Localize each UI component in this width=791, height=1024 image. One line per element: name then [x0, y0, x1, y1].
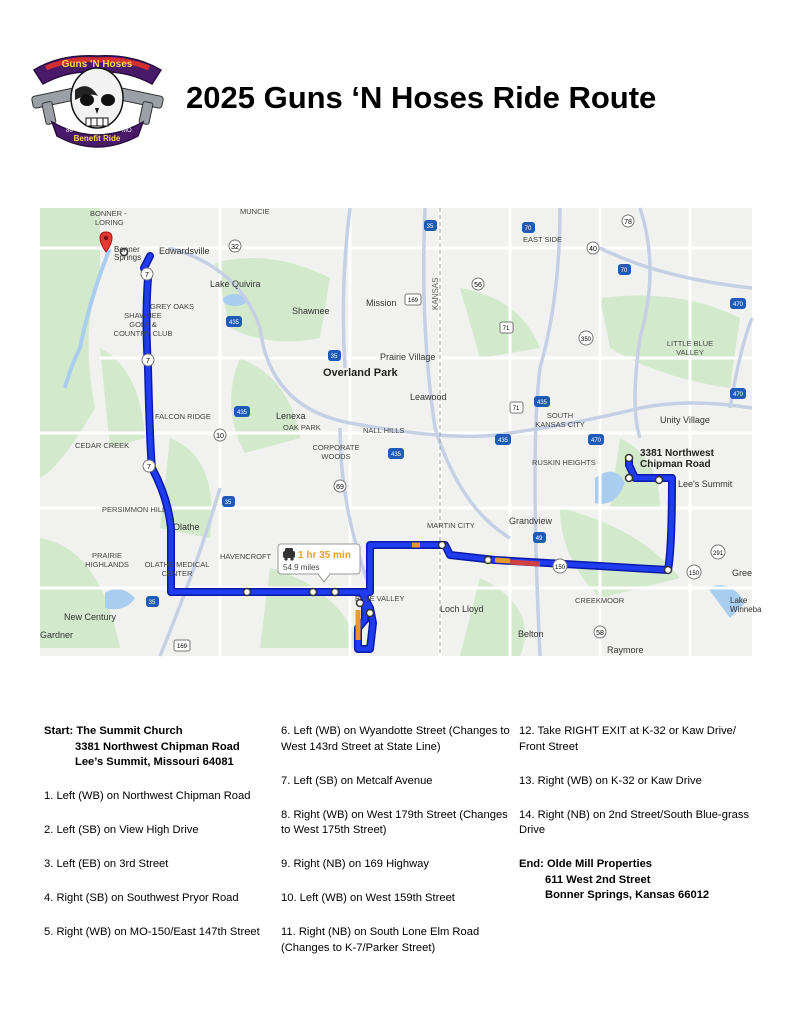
label-lake-quivira: Lake Quivira [210, 279, 261, 289]
svg-text:40: 40 [589, 246, 597, 253]
step-11: 11. Right (NB) on South Lone Elm Road (Changes to K-7/Parker Street) [281, 926, 480, 954]
shield-435e [495, 434, 511, 445]
svg-text:35: 35 [224, 500, 232, 506]
step-14: 14. Right (NB) on 2nd Street/South Blue-grass Drive [519, 808, 750, 836]
shield-150b [687, 565, 701, 579]
shield-70b [618, 264, 631, 275]
step-13: 13. Right (WB) on K-32 or Kaw Drive [519, 774, 702, 787]
label-leawood: Leawood [410, 392, 447, 402]
step-3: 3. Left (EB) on 3rd Street [44, 857, 169, 870]
svg-text:35: 35 [426, 224, 434, 230]
svg-text:32: 32 [231, 244, 239, 251]
end-address-line2: Bonner Springs, Kansas 66012 [545, 889, 710, 901]
label-martin-city: MARTIN CITY [427, 521, 475, 530]
shield-470b [730, 388, 746, 399]
label-cedar-creek: CEDAR CREEK [75, 441, 130, 450]
shield-291 [711, 545, 725, 559]
shield-470c [588, 434, 604, 445]
svg-text:435: 435 [228, 320, 240, 326]
svg-text:58: 58 [596, 630, 604, 637]
svg-text:169: 169 [407, 298, 419, 304]
start-address-line1: 3381 Northwest Chipman Road [75, 740, 240, 753]
step-4: 4. Right (SB) on Southwest Pryor Road [44, 891, 239, 904]
shield-78 [622, 215, 634, 227]
label-kansas: KANSAS [431, 277, 440, 310]
step-6: 6. Left (WB) on Wyandotte Street (Changes to West 143rd Street at State Line) [281, 725, 510, 753]
shield-10 [214, 429, 226, 441]
shield-150a [553, 559, 567, 573]
directions-column-1 [44, 724, 274, 959]
shield-69 [334, 480, 346, 492]
guns-n-hoses-logo [30, 40, 165, 150]
shield-435b [234, 406, 250, 417]
label-lake-winnebago: Lake Winneba [730, 596, 762, 614]
label-corporate-woods: CORPORATE WOODS [312, 443, 360, 461]
label-unity-village: Unity Village [660, 415, 710, 425]
svg-text:49: 49 [535, 536, 543, 542]
label-grey-oaks: GREY OAKS [150, 302, 195, 311]
label-new-century: New Century [64, 612, 117, 622]
shield-435a [226, 316, 242, 327]
label-ruskin-heights: RUSKIN HEIGHTS [532, 458, 596, 467]
shield-35d [146, 596, 159, 607]
label-raymore: Raymore [607, 645, 644, 655]
label-gardner: Gardner [40, 630, 74, 640]
step-2: 2. Left (SB) on View High Drive [44, 823, 199, 836]
svg-text:435: 435 [497, 438, 509, 444]
shield-58 [594, 626, 606, 638]
directions-column-2 [281, 724, 513, 975]
end-label: End: Olde Mill Properties [519, 858, 653, 870]
svg-text:71: 71 [512, 406, 520, 412]
label-destination: 3381 Northwest Chipman Road [640, 448, 714, 470]
shield-169 [405, 294, 421, 305]
step-9: 9. Right (NB) on 169 Highway [281, 858, 429, 870]
label-mission: Mission [366, 298, 397, 308]
shield-435d [534, 396, 550, 407]
svg-text:291: 291 [712, 551, 724, 557]
label-south-kc: SOUTH KANSAS CITY [535, 411, 585, 429]
svg-text:7: 7 [147, 464, 151, 471]
svg-text:7: 7 [145, 272, 149, 279]
route-map [40, 207, 762, 656]
svg-text:169: 169 [176, 644, 188, 650]
start-label: Start: The Summit Church [44, 725, 183, 737]
shield-70a [522, 222, 535, 233]
label-bonner-loring: BONNER -LORING [90, 209, 127, 227]
label-olathe: Olathe [173, 522, 200, 532]
step-10: 10. Left (WB) on West 159th Street [281, 892, 455, 904]
label-falcon-ridge: FALCON RIDGE [155, 412, 211, 421]
svg-text:150: 150 [688, 571, 700, 577]
shield-35a [328, 350, 341, 361]
label-bonner-springs: Bonner Springs [114, 245, 142, 262]
label-persimmon-hill: PERSIMMON HILL [102, 505, 167, 514]
label-little-blue-valley: LITTLE BLUE VALLEY [666, 339, 714, 357]
svg-text:470: 470 [590, 438, 602, 444]
shield-40 [587, 242, 599, 254]
directions-column-3 [519, 724, 751, 904]
label-blue-valley: BLUE VALLEY [355, 594, 405, 603]
route-time: 1 hr 35 min [298, 550, 351, 561]
shield-71b [510, 402, 523, 413]
shield-435c [388, 448, 404, 459]
label-grandview: Grandview [509, 516, 553, 526]
logo-top-text: Guns 'N Hoses [61, 59, 133, 70]
shield-470a [730, 298, 746, 309]
shield-56 [472, 278, 484, 290]
shield-7b [142, 354, 154, 366]
svg-text:10: 10 [216, 433, 224, 440]
shield-169b [174, 640, 190, 651]
step-1: 1. Left (WB) on Northwest Chipman Road [44, 789, 251, 802]
svg-text:78: 78 [624, 219, 632, 226]
svg-text:71: 71 [502, 326, 510, 332]
label-loch-lloyd: Loch Lloyd [440, 604, 484, 614]
label-olathe-medical: OLATHE MEDICAL CENTER [144, 560, 210, 578]
logo-right-num: MO [122, 128, 132, 134]
label-muncie: MUNCIE [240, 207, 270, 216]
svg-text:435: 435 [536, 400, 548, 406]
svg-text:35: 35 [330, 354, 338, 360]
svg-text:435: 435 [390, 452, 402, 458]
route-distance: 54.9 miles [283, 563, 320, 572]
svg-text:150: 150 [554, 565, 566, 571]
start-address-line2: Lee’s Summit, Missouri 64081 [75, 756, 234, 768]
label-lees-summit: Lee's Summit [678, 479, 733, 489]
svg-text:56: 56 [474, 282, 482, 289]
shield-49 [533, 532, 546, 543]
svg-text:470: 470 [732, 392, 744, 398]
logo-bottom-text: Benefit Ride [73, 134, 121, 143]
shield-350 [579, 331, 593, 345]
svg-text:70: 70 [524, 226, 532, 232]
label-belton: Belton [518, 629, 544, 639]
label-nall-hills: NALL HILLS [363, 426, 405, 435]
svg-text:435: 435 [236, 410, 248, 416]
page-title: 2025 Guns ‘N Hoses Ride Route [186, 80, 657, 115]
svg-text:470: 470 [732, 302, 744, 308]
step-8: 8. Right (WB) on West 179th Street (Changes to West 175th Street) [281, 808, 508, 836]
label-east-side: EAST SIDE [523, 235, 563, 244]
svg-text:70: 70 [620, 268, 628, 274]
label-oak-park: OAK PARK [283, 423, 321, 432]
label-prairie-highlands: PRAIRIE HIGHLANDS [85, 551, 129, 569]
svg-text:35: 35 [148, 600, 156, 606]
shield-35c [222, 496, 235, 507]
svg-text:350: 350 [580, 337, 592, 343]
label-greenwood: Gree [732, 568, 753, 578]
label-overland-park: Overland Park [323, 367, 398, 379]
logo-left-num: 88 [66, 128, 73, 134]
svg-text:69: 69 [336, 484, 344, 491]
end-address-line1: 611 West 2nd Street [545, 873, 651, 886]
shield-32 [229, 240, 241, 252]
step-7: 7. Left (SB) on Metcalf Avenue [281, 774, 433, 787]
shield-7c [143, 460, 155, 472]
label-shawnee: Shawnee [292, 306, 330, 316]
label-havencroft: HAVENCROFT [220, 552, 272, 561]
step-12: 12. Take RIGHT EXIT at K-32 or Kaw Drive/ Front Street [519, 725, 736, 753]
label-creekmoor: CREEKMOOR [575, 596, 625, 605]
shield-71a [500, 322, 513, 333]
step-5: 5. Right (WB) on MO-150/East 147th Street [44, 925, 260, 938]
shield-35b [424, 220, 437, 231]
label-shawnee-golf: SHAWNEE GOLF & COUNTRY CLUB [113, 311, 173, 338]
label-lenexa: Lenexa [276, 411, 306, 421]
label-prairie-village: Prairie Village [380, 352, 436, 362]
label-edwardsville: Edwardsville [159, 246, 210, 256]
svg-text:7: 7 [146, 358, 150, 365]
shield-7a [141, 268, 153, 280]
